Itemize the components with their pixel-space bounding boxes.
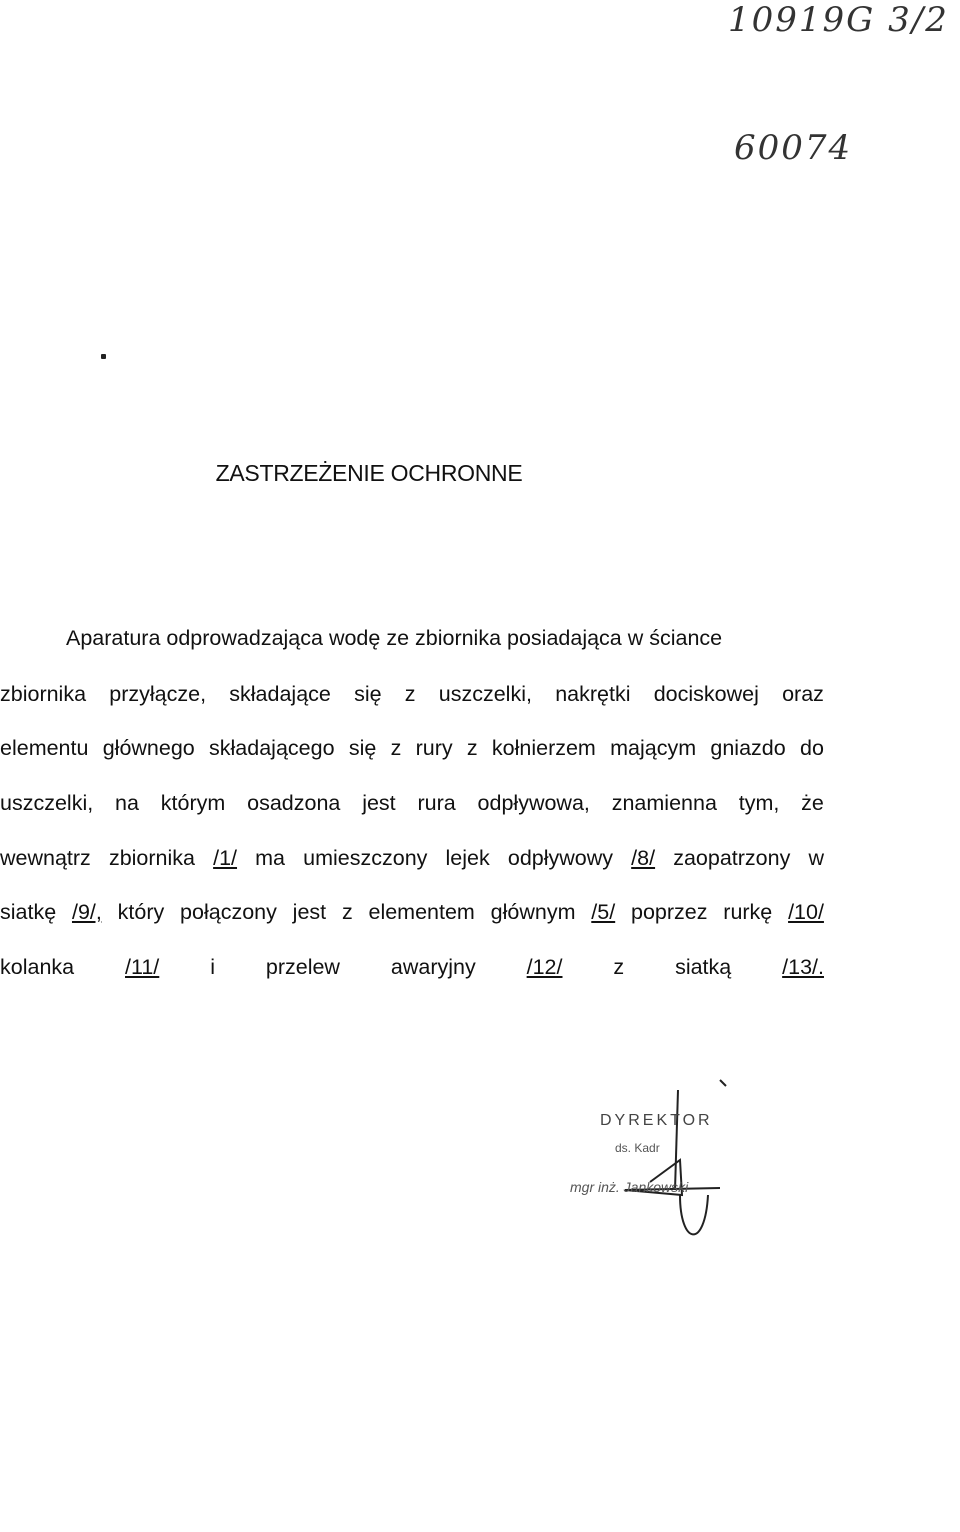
stamp-line-2: ds. Kadr [615, 1141, 660, 1155]
reference-number: /1/ [213, 846, 238, 870]
paragraph-word: się [348, 736, 377, 760]
signature-stamp [530, 1070, 830, 1260]
paragraph-word: na [115, 791, 139, 815]
paragraph-word: umieszczony [303, 846, 428, 870]
handwritten-reference-note: 10919G 3/2 [728, 0, 949, 40]
paragraph-word: mającym [610, 736, 697, 760]
reference-number: /11/ [125, 955, 160, 979]
paragraph-word: że [801, 791, 824, 815]
paragraph-word: wewnątrz [0, 846, 91, 870]
paragraph-line [0, 679, 824, 709]
paragraph-word: który [117, 900, 165, 924]
paragraph-line [0, 897, 824, 927]
paragraph-word: znamienna [611, 791, 717, 815]
document-title: ZASTRZEŻENIE OCHRONNE [215, 460, 523, 486]
paragraph-word: elementem [368, 900, 475, 924]
reference-number: /13/. [782, 955, 824, 979]
handwritten-document-number: 60074 [734, 128, 853, 168]
paragraph-word: w [808, 846, 824, 870]
paragraph-word: składające [229, 682, 331, 706]
paragraph-word: jest [362, 791, 396, 815]
reference-number: /12/ [526, 955, 563, 979]
paragraph-word: przelew [265, 955, 340, 979]
paragraph-word: uszczelki, [0, 791, 94, 815]
paragraph-word: oraz [782, 682, 824, 706]
paragraph-word: składającego [209, 736, 335, 760]
paragraph-word: głównego [102, 736, 195, 760]
paragraph-line [0, 843, 824, 873]
paragraph-word: z [390, 736, 402, 760]
paragraph-word: rura [417, 791, 456, 815]
paragraph-word: kolanka [0, 955, 75, 979]
paragraph-word: elementu [0, 736, 89, 760]
paragraph-line [0, 733, 824, 763]
paragraph-word: jest [292, 900, 327, 924]
paragraph-word: do [799, 736, 824, 760]
stamp-line-3: mgr inż. Jankowski [570, 1179, 689, 1195]
paragraph-word: nakrętki [555, 682, 631, 706]
paragraph-word: z [466, 736, 478, 760]
paragraph-word: gniazdo [710, 736, 786, 760]
reference-number: /5/ [591, 900, 616, 924]
paragraph-word: siatkę [0, 900, 57, 924]
paragraph-word: połączony [180, 900, 277, 924]
paragraph-line [0, 952, 824, 982]
reference-number: /9/, [71, 900, 102, 924]
paragraph-word: rury [415, 736, 453, 760]
paragraph-word: kołnierzem [491, 736, 596, 760]
paragraph-word: awaryjny [390, 955, 476, 979]
reference-number: /10/ [788, 900, 824, 924]
paragraph-word: z [341, 900, 353, 924]
paragraph-word: rurkę [723, 900, 773, 924]
paragraph-word: poprzez [630, 900, 708, 924]
paragraph-word: z [404, 682, 416, 706]
paragraph-word: którym [160, 791, 226, 815]
paragraph-word: osadzona [247, 791, 341, 815]
paragraph-line [0, 788, 824, 818]
stamp-line-1: DYREKTOR [600, 1112, 713, 1129]
paragraph-word: przyłącze, [109, 682, 207, 706]
paragraph-word: siatką [675, 955, 732, 979]
scan-speck [101, 354, 106, 359]
paragraph-word: Aparatura odprowadzająca wodę ze zbiornika posiadająca w ściance [66, 626, 723, 650]
paragraph-word: lejek [445, 846, 490, 870]
paragraph-word: z [613, 955, 625, 979]
paragraph-word: zaopatrzony [673, 846, 791, 870]
paragraph-word: zbiornika [0, 682, 87, 706]
paragraph-word: dociskowej [653, 682, 759, 706]
paragraph-word: odpływowy [507, 846, 614, 870]
paragraph-word: głównym [490, 900, 576, 924]
paragraph-word: ma [255, 846, 286, 870]
paragraph-word: się [354, 682, 382, 706]
paragraph-word: i [210, 955, 215, 979]
paragraph-line [0, 623, 824, 653]
paragraph-word: tym, [738, 791, 780, 815]
paragraph-word: zbiornika [108, 846, 195, 870]
paragraph-word: uszczelki, [438, 682, 532, 706]
paragraph-word: odpływowa, [477, 791, 590, 815]
reference-number: /8/ [631, 846, 656, 870]
